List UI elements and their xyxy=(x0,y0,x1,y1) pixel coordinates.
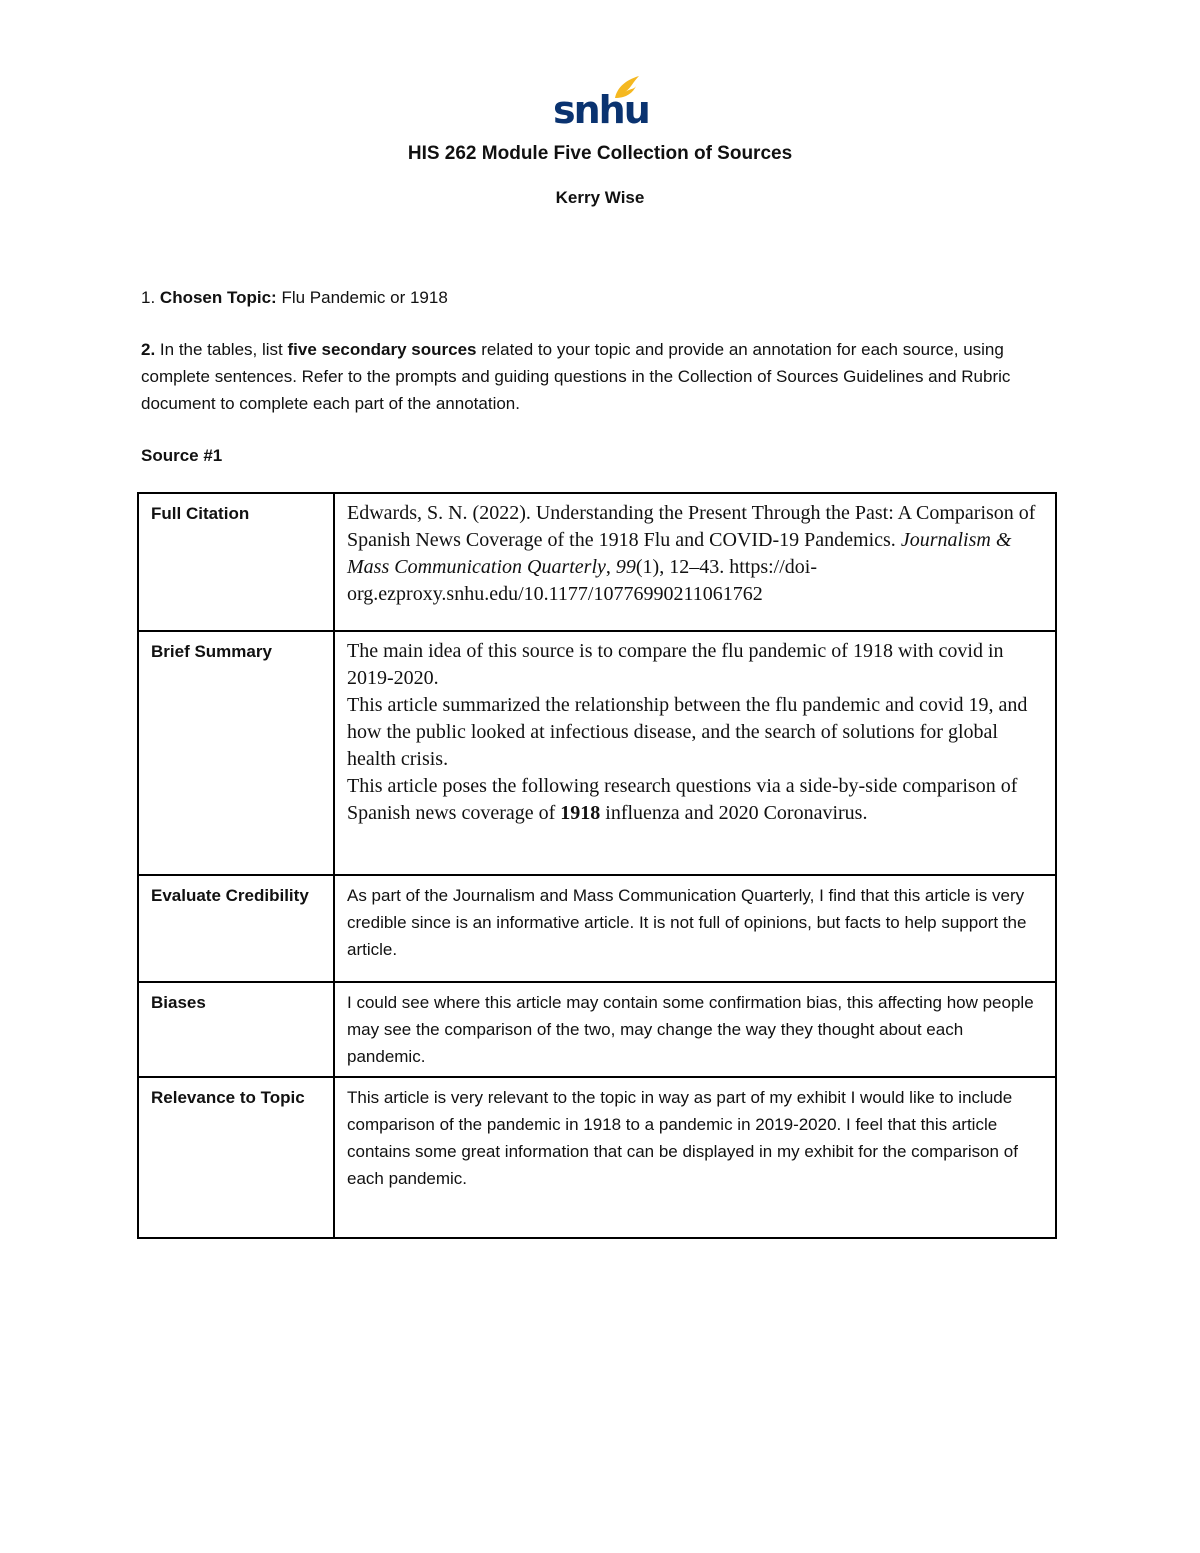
citation-volume: 99 xyxy=(615,556,636,578)
instructions-text: In the tables, list xyxy=(159,340,283,359)
row-label: Biases xyxy=(138,982,334,1077)
snhu-logo xyxy=(553,74,649,134)
author-name: Kerry Wise xyxy=(555,188,645,207)
instructions xyxy=(141,336,1041,417)
item-number: 2. xyxy=(141,340,156,359)
instructions-text-rest: related to your topic and provide an annotation for each source, using complete sentences. Refer to the prompts and guiding questions in the Collection of Sources Guidelines and Rubric document to complete each part of the annotation. xyxy=(141,340,1011,413)
citation-pages: (1), 12–43. xyxy=(635,556,725,578)
table-row xyxy=(138,631,1056,875)
item-number: 1. xyxy=(141,288,156,307)
summary-text: This article poses the following research questions via a side-by-side comparison of Spanish news coverage of xyxy=(347,775,1018,824)
summary-text-rest: influenza and 2020 Coronavirus. xyxy=(605,802,868,824)
summary-line xyxy=(347,773,1045,827)
citation-text: Edwards, S. N. (2022). Understanding the Present Through the Past: A Comparison of Spanish News Coverage of the 1918 Flu and COVID-19 Pandemics. xyxy=(347,502,1036,551)
citation-journal: Journalism & Mass Communication Quarterly xyxy=(347,529,1012,578)
summary-line: The main idea of this source is to compare the flu pandemic of 1918 with covid in 2019-2020. xyxy=(347,640,1004,689)
biases-value: I could see where this article may contain some confirmation bias, this affecting how people may see the comparison of the two, may change the way they thought about each pandemic. xyxy=(334,982,1056,1077)
chosen-topic xyxy=(141,284,1041,311)
chosen-topic-value: Flu Pandemic or 1918 xyxy=(281,288,448,307)
credibility-value: As part of the Journalism and Mass Communication Quarterly, I find that this article is very credible since is an informative article. It is not full of opinions, but facts to help support the article. xyxy=(334,875,1056,982)
relevance-value: This article is very relevant to the topic in way as part of my exhibit I would like to include comparison of the pandemic in 1918 to a pandemic in 2019-2020. I feel that this article contains some great information that can be displayed in my exhibit for the comparison of each pandemic. xyxy=(334,1077,1056,1238)
source-table xyxy=(137,492,1057,1239)
table-row xyxy=(138,1077,1056,1238)
page-title: HIS 262 Module Five Collection of Sources xyxy=(407,143,793,164)
logo-text: snhu xyxy=(553,88,649,132)
row-label: Brief Summary xyxy=(138,631,334,875)
citation-comma: , xyxy=(605,556,611,578)
chosen-topic-label: Chosen Topic: xyxy=(159,288,277,307)
citation-url: https://doi-org.ezproxy.snhu.edu/10.1177/10776990211061762 xyxy=(347,556,818,605)
table-row xyxy=(138,493,1056,631)
row-label: Relevance to Topic xyxy=(138,1077,334,1238)
row-label: Full Citation xyxy=(138,493,334,631)
instructions-bold: five secondary sources xyxy=(287,340,477,359)
table-row xyxy=(138,982,1056,1077)
table-row xyxy=(138,875,1056,982)
summary-bold: 1918 xyxy=(560,802,601,824)
source-heading: Source #1 xyxy=(141,446,223,465)
full-citation-value xyxy=(334,493,1056,631)
row-label: Evaluate Credibility xyxy=(138,875,334,982)
summary-line: This article summarized the relationship between the flu pandemic and covid 19, and how the public looked at infectious disease, and the search of solutions for global health crisis. xyxy=(347,694,1028,770)
brief-summary-value xyxy=(334,631,1056,875)
